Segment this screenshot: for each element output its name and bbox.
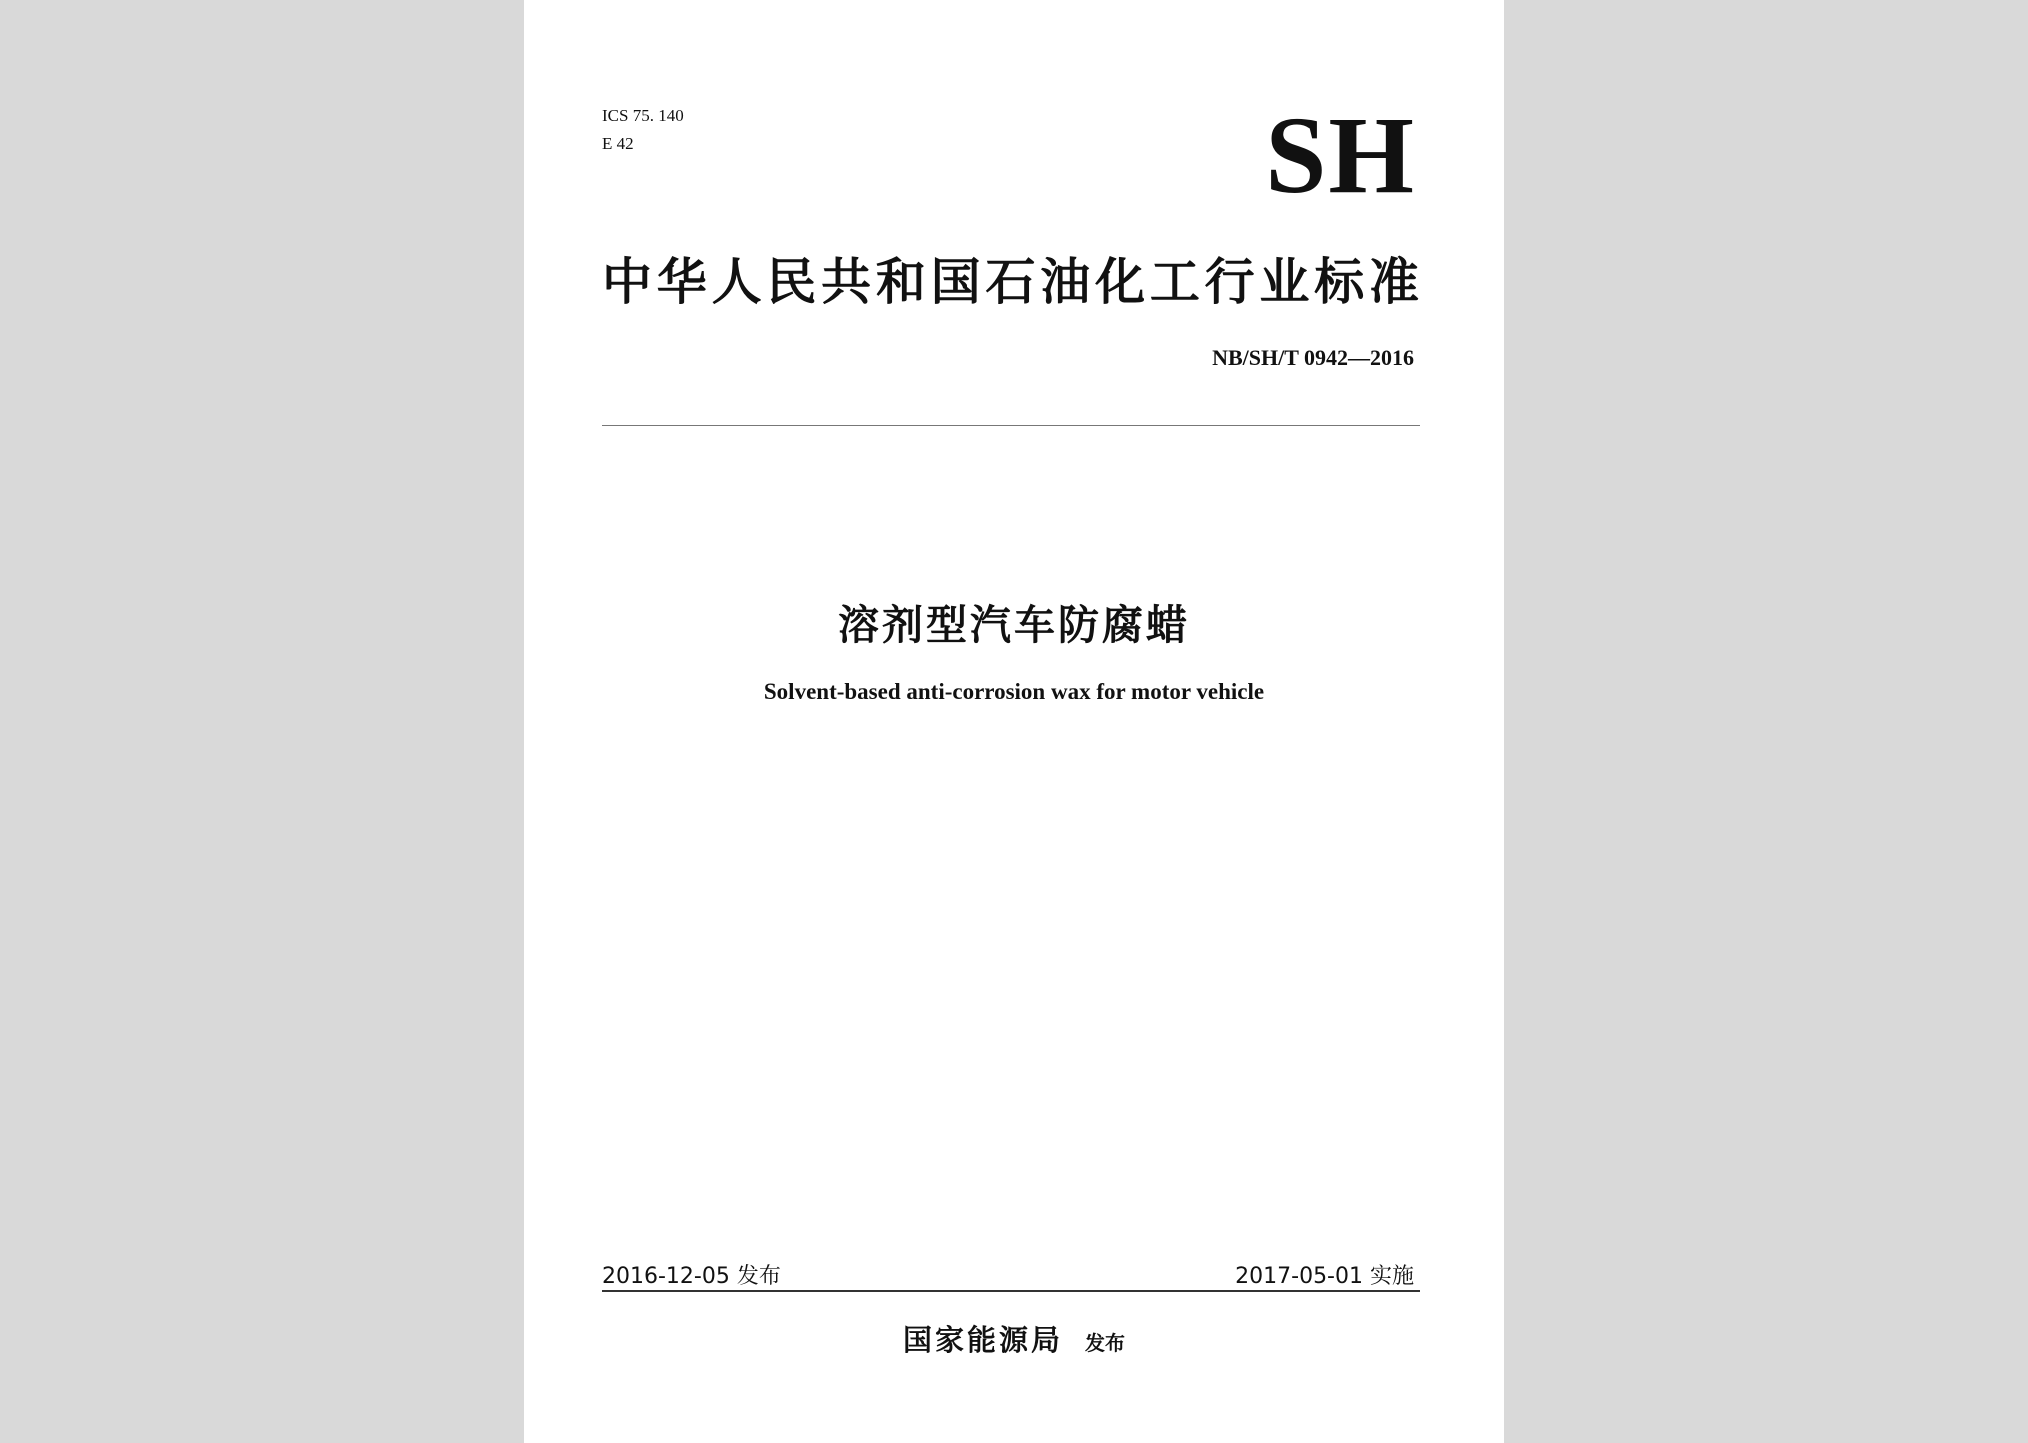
top-divider <box>602 425 1420 426</box>
document-page <box>524 0 1504 1443</box>
issue-date: 2016-12-05 发布 <box>602 1264 781 1289</box>
standard-number: NB/SH/T 0942—2016 <box>1212 345 1414 370</box>
publisher <box>524 1318 1504 1359</box>
implementation-date: 2017-05-01 实施 <box>1235 1264 1414 1289</box>
english-title: Solvent-based anti-corrosion wax for motor vehicle <box>763 679 1265 704</box>
sh-logo: SH <box>1265 94 1416 216</box>
ccs-code: E 42 <box>602 134 634 153</box>
chinese-title: 溶剂型汽车防腐蜡 <box>838 601 1190 649</box>
ics-code: ICS 75. 140 <box>602 106 684 125</box>
publisher-action: 发布 <box>1085 1331 1125 1355</box>
standard-category: 中华人民共和国石油化工行业标准 <box>602 253 1420 311</box>
bottom-divider <box>602 1290 1420 1292</box>
publisher-name: 国家能源局 <box>902 1323 1063 1357</box>
